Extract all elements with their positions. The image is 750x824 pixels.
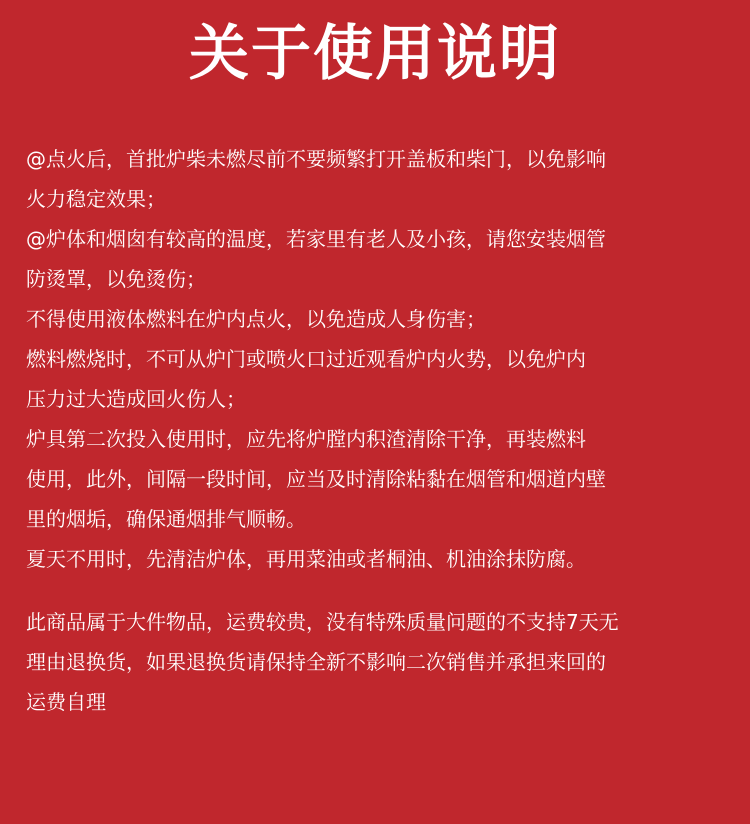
instruction-line: 炉具第二次投入使用时，应先将炉膛内积渣清除干净，再装燃料 <box>26 427 586 451</box>
instruction-line: @点火后，首批炉柴未燃尽前不要频繁打开盖板和柴门，以免影响 <box>26 147 606 171</box>
instruction-line: 不得使用液体燃料在炉内点火，以免造成人身伤害； <box>26 307 486 331</box>
notice-line: 运费自理 <box>26 690 106 714</box>
instruction-line: 使用，此外，间隔一段时间，应当及时清除粘黏在烟管和烟道内壁 <box>26 467 606 491</box>
instruction-line: 压力过大造成回火伤人； <box>26 387 246 411</box>
instruction-line: 火力稳定效果； <box>26 187 166 211</box>
instruction-line: 夏天不用时，先清洁炉体，再用菜油或者桐油、机油涂抹防腐。 <box>26 547 586 571</box>
notice-line: 此商品属于大件物品，运费较贵，没有特殊质量问题的不支持7天无 <box>26 610 619 634</box>
instruction-line: 防烫罩，以免烫伤； <box>26 267 206 291</box>
notice-block <box>26 602 726 722</box>
instructions-block <box>26 139 726 579</box>
notice-line: 理由退换货，如果退换货请保持全新不影响二次销售并承担来回的 <box>26 650 606 674</box>
instruction-line: 燃料燃烧时，不可从炉门或喷火口过近观看炉内火势，以免炉内 <box>26 347 586 371</box>
page-title: 关于使用说明 <box>189 19 561 89</box>
instruction-line: 里的烟垢，确保通烟排气顺畅。 <box>26 507 306 531</box>
instruction-line: @炉体和烟囱有较高的温度，若家里有老人及小孩，请您安装烟管 <box>26 227 606 251</box>
